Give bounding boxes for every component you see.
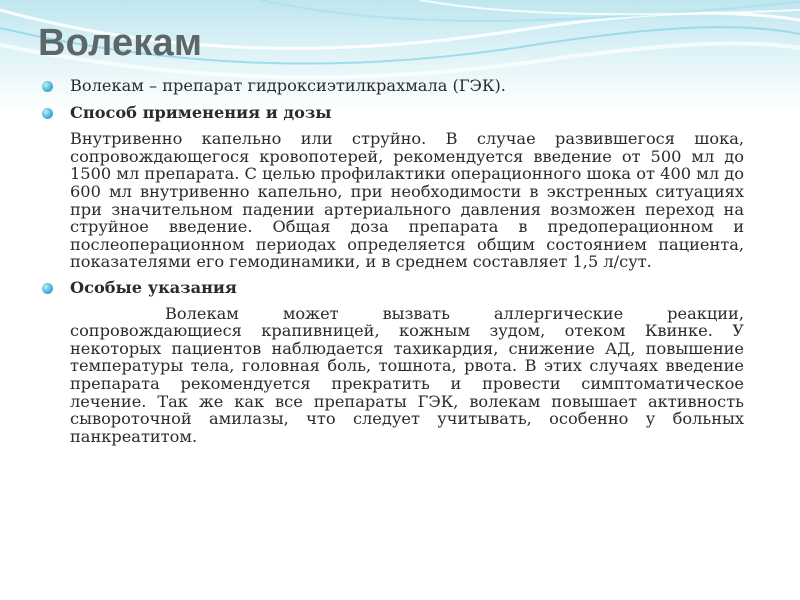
bullet-item-dosage bbox=[42, 104, 744, 122]
teal-round-bullet-icon bbox=[42, 108, 53, 119]
bullet-item-intro bbox=[42, 77, 744, 95]
teal-round-bullet-icon bbox=[42, 81, 53, 92]
dosage-heading: Способ применения и дозы bbox=[70, 102, 332, 122]
slide-body bbox=[42, 73, 744, 445]
notes-paragraph: Волекам может вызвать аллергические реакции, сопровождающиеся крапивницей, кожным зудом, отеком Квинке. У некоторых пациентов наблюдается тахикардия, снижение АД, повышение температуры тела, головная боль, тошнота, рвота. В этих случаях введение препарата рекомендуется прекратить и провести симптоматическое лечение. Так же как все препараты ГЭК, волекам повышает активность сывороточной амилазы, что следует учитывать, особенно у больных панкреатитом. bbox=[70, 303, 744, 446]
dosage-paragraph: Внутривенно капельно или струйно. В случае развившегося шока, сопровождающегося кровопотерей, рекомендуется введение от 500 мл до 1500 мл препарата. С целью профилактики операционного шока от 400 мл до 600 мл внутривенно капельно, при необходимости в экстренных ситуациях при значительном падении артериального давления возможен переход на струйное введение. Общая доза препарата в предоперационном и послеоперационном периодах определяется общим состоянием пациента, показателями его гемодинамики, и в среднем составляет 1,5 л/сут. bbox=[70, 129, 744, 272]
teal-round-bullet-icon bbox=[42, 283, 53, 294]
intro-text: Волекам – препарат гидроксиэтилкрахмала (ГЭК). bbox=[70, 76, 506, 95]
slide-title: Волекам bbox=[38, 22, 203, 64]
notes-heading: Особые указания bbox=[70, 277, 237, 297]
bullet-item-notes bbox=[42, 279, 744, 297]
